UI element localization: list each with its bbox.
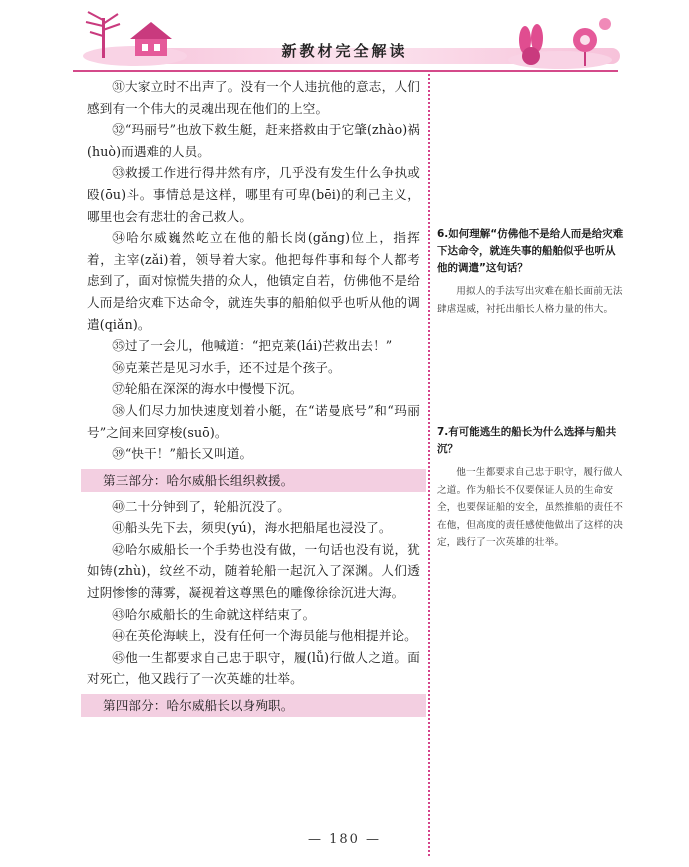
note-answer: 他一生都要求自己忠于职守，履行做人之道。作为船长不仅要保证人员的生命安全，也要保证船的安全，虽然推船的责任不在他，但高度的责任感使他做出了这样的决定，践行了一次英雄的壮举。 bbox=[437, 467, 624, 548]
note-question: 6.如何理解“仿佛他不是给人而是给灾难下达命令，就连失事的船舶似乎也听从他的调遣”这句话？ bbox=[437, 228, 624, 274]
paragraph: ㉜“玛丽号”也放下救生艇，赶来搭救由于它肇(zhào)祸(huò)而遇难的人员。 bbox=[87, 122, 420, 159]
note-answer: 用拟人的手法写出灾难在船长面前无法肆虐逞威，衬托出船长人格力量的伟大。 bbox=[437, 286, 623, 315]
paragraph: ㊷哈尔威船长一个手势也没有做，一句话也没有说，犹如铸(zhù)，纹丝不动，随着轮船一起沉入了深渊。人们透过阴惨惨的薄雾，凝视着这尊黑色的雕像徐徐沉进大海。 bbox=[87, 541, 420, 601]
column-divider bbox=[428, 74, 430, 856]
paragraph: ㊱克莱芒是见习水手，还不过是个孩子。 bbox=[112, 359, 341, 375]
page-number: — 180 — bbox=[307, 832, 382, 847]
paragraph: ㉟过了一会儿，他喊道：“把克莱(lái)芒救出去！” bbox=[112, 338, 393, 354]
paragraph: ㊹在英伦海峡上，没有任何一个海员能与他相提并论。 bbox=[112, 628, 417, 644]
paragraph: ㉞哈尔威巍然屹立在他的船长岗(gǎng)位上，指挥着，主宰(zǎi)着，领导着大家。他把每件事和每个人都考虑到了，面对惊慌失措的众人，他镇定自若，仿佛他不是给人而是给灾难下达命令，就连失事的船舶似乎也听从他的调遣(qiǎn)。 bbox=[87, 230, 420, 332]
main-text-column bbox=[87, 76, 420, 721]
paragraph: ㊲轮船在深深的海水中慢慢下沉。 bbox=[112, 381, 303, 397]
section-summary-4: 第四部分：哈尔威船长以身殉职。 bbox=[81, 694, 426, 717]
header-rule bbox=[73, 70, 618, 72]
paragraph: ㉛大家立时不出声了。没有一个人违抗他的意志，人们感到有一个伟大的灵魂出现在他们的上空。 bbox=[87, 79, 420, 116]
page-header bbox=[0, 0, 689, 70]
paragraph: ㊸哈尔威船长的生命就这样结束了。 bbox=[112, 606, 316, 622]
side-note-7 bbox=[437, 424, 625, 552]
paragraph: ㊳人们尽力加快速度划着小艇，在“诺曼底号”和“玛丽号”之间来回穿梭(suō)。 bbox=[87, 402, 420, 440]
note-question: 7.有可能逃生的船长为什么选择与船共沉？ bbox=[437, 426, 617, 455]
paragraph: ㊴“快干！”船长又叫道。 bbox=[112, 446, 253, 462]
header-title: 新教材完全解读 bbox=[281, 42, 408, 60]
paragraph: ㊶船头先下去，须臾(yú)，海水把船尾也浸没了。 bbox=[112, 520, 392, 536]
paragraph: ㉝救援工作进行得井然有序，几乎没有发生什么争执或殴(ōu)斗。事情总是这样，哪里有可卑(bēi)的利己主义，哪里也会有悲壮的舍己救人。 bbox=[87, 165, 420, 224]
paragraph: ㊵二十分钟到了，轮船沉没了。 bbox=[112, 498, 290, 514]
side-note-6 bbox=[437, 226, 625, 318]
paragraph: ㊺他一生都要求自己忠于职守，履(lǚ)行做人之道。面对死亡，他又践行了一次英雄的壮举。 bbox=[87, 649, 420, 687]
section-summary-3: 第三部分：哈尔威船长组织救援。 bbox=[81, 469, 426, 492]
